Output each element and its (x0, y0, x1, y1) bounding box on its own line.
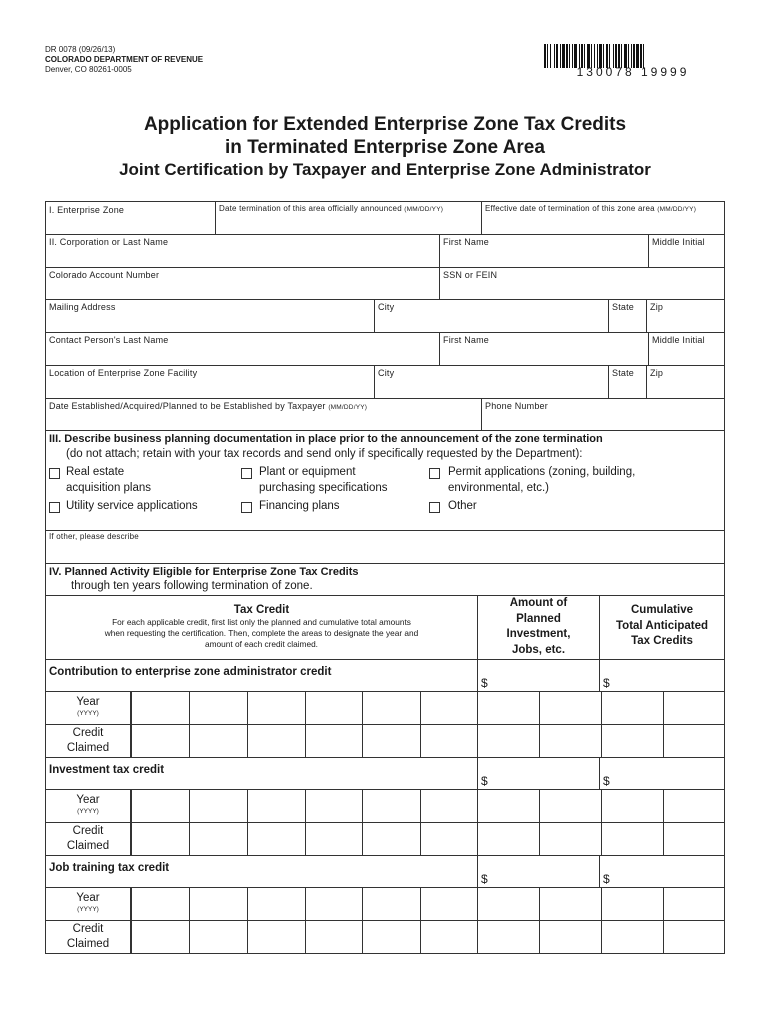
table-bottom-border (45, 953, 725, 954)
first-name-label: First Name (443, 237, 490, 247)
permit-applications-checkbox[interactable] (429, 468, 440, 479)
section-four-subheading: through ten years following termination of zone. (71, 580, 313, 592)
year-cell[interactable] (478, 692, 539, 724)
cumulative-credits-column-header: Cumulative Total Anticipated Tax Credits (616, 604, 708, 647)
year-cell[interactable] (664, 888, 724, 920)
dollar-sign: $ (603, 872, 610, 886)
year-cell[interactable] (190, 692, 247, 724)
year-cell[interactable] (190, 790, 247, 822)
year-cell[interactable] (540, 692, 601, 724)
year-cell[interactable] (421, 888, 477, 920)
credit-name: Investment tax credit (49, 764, 165, 776)
year-cell[interactable] (664, 692, 724, 724)
amount-planned-column-header: Amount of Planned Investment, Jobs, etc. (506, 597, 571, 656)
section-three-heading: III. Describe business planning documentation in place prior to the announcement of the zone termination (49, 433, 603, 445)
year-label (46, 695, 130, 718)
year-cell[interactable] (363, 692, 420, 724)
middle-initial-label: Middle Initial (652, 237, 705, 247)
credit-claimed-cell[interactable] (602, 725, 663, 757)
credit-claimed-cell[interactable] (248, 725, 305, 757)
zip-field[interactable] (647, 314, 724, 332)
dollar-sign: $ (603, 676, 610, 690)
plant-equipment-checkbox[interactable] (241, 468, 252, 479)
year-cell[interactable] (602, 888, 663, 920)
section-four-heading: IV. Planned Activity Eligible for Enterprise Zone Tax Credits (49, 566, 359, 578)
year-label-text: Year (76, 794, 100, 806)
year-cell[interactable] (540, 888, 601, 920)
ssn-fein-field[interactable] (440, 282, 724, 299)
credit-claimed-cell[interactable] (363, 921, 420, 953)
facility-location-field[interactable] (46, 380, 374, 398)
credit-claimed-cell[interactable] (421, 823, 477, 855)
credit-claimed-cell[interactable] (664, 921, 724, 953)
enterprise-zone-label: I. Enterprise Zone (49, 205, 125, 215)
credit-claimed-cell[interactable] (306, 921, 362, 953)
form-header (45, 45, 203, 75)
year-cell[interactable] (190, 888, 247, 920)
other-checkbox[interactable] (429, 502, 440, 513)
credit-claimed-cell[interactable] (602, 921, 663, 953)
date-termination-announced-label: Date termination of this area officially announced (MM/DD/YY) (219, 204, 444, 213)
permit-applications-label-line2: environmental, etc.) (448, 482, 549, 494)
year-label (46, 793, 130, 816)
year-cell[interactable] (132, 790, 189, 822)
dollar-sign: $ (481, 676, 488, 690)
year-cell[interactable] (132, 888, 189, 920)
credit-block-divider (45, 757, 725, 758)
corporation-name-field[interactable] (46, 249, 439, 267)
state-label: State (612, 302, 635, 312)
account-number-label: Colorado Account Number (49, 270, 160, 280)
year-cell[interactable] (306, 790, 362, 822)
credit-claimed-text: Claimed (66, 742, 110, 754)
year-label-text: Year (76, 892, 100, 904)
planned-amount-field[interactable] (490, 672, 598, 690)
contact-middle-initial-label: Middle Initial (652, 335, 705, 345)
column-divider (477, 659, 478, 691)
section-three-subheading: (do not attach; retain with your tax records and send only if specifically requested by the Department): (66, 448, 583, 460)
effective-date-field[interactable] (482, 216, 724, 234)
credit-claimed-text: Credit (72, 825, 104, 837)
credit-name: Job training tax credit (49, 862, 170, 874)
facility-zip-label: Zip (650, 368, 664, 378)
year-cell[interactable] (363, 888, 420, 920)
credit-claimed-text: Credit (72, 923, 104, 935)
middle-initial-field[interactable] (649, 249, 724, 267)
year-cell[interactable] (248, 790, 305, 822)
facility-state-label: State (612, 368, 635, 378)
tax-credit-column-header: Tax Credit (233, 604, 290, 616)
contact-last-name-field[interactable] (46, 347, 439, 365)
year-cell[interactable] (421, 692, 477, 724)
credit-claimed-cell[interactable] (190, 823, 247, 855)
credit-claimed-cell[interactable] (132, 725, 189, 757)
mailing-address-field[interactable] (46, 314, 374, 332)
real-estate-label-line2: acquisition plans (66, 482, 152, 494)
year-cell[interactable] (306, 692, 362, 724)
credit-claimed-cell[interactable] (421, 725, 477, 757)
dollar-sign: $ (481, 774, 488, 788)
effective-date-label: Effective date of termination of this zone area (MM/DD/YY) (485, 204, 697, 213)
year-cell[interactable] (306, 888, 362, 920)
credit-claimed-cell[interactable] (248, 921, 305, 953)
barcode-number: 130078 19999 (576, 65, 690, 79)
state-field[interactable] (609, 314, 646, 332)
department-address: Denver, CO 80261-0005 (45, 65, 132, 74)
year-label (46, 891, 130, 914)
credit-claimed-label (46, 726, 130, 756)
facility-location-label: Location of Enterprise Zone Facility (49, 368, 198, 378)
year-cell[interactable] (363, 790, 420, 822)
other-describe-field[interactable] (46, 543, 724, 562)
city-field[interactable] (375, 314, 608, 332)
year-cell[interactable] (421, 790, 477, 822)
page-title-line2: in Terminated Enterprise Zone Area (225, 137, 545, 158)
credit-claimed-cell[interactable] (478, 921, 539, 953)
financing-plans-label: Financing plans (259, 500, 340, 512)
contact-first-name-field[interactable] (440, 347, 648, 365)
year-format: (YYYY) (77, 710, 99, 717)
credit-block-divider (45, 855, 725, 856)
corporation-name-label: II. Corporation or Last Name (49, 237, 169, 247)
first-name-field[interactable] (440, 249, 648, 267)
cumulative-credit-field[interactable] (612, 770, 723, 788)
credit-claimed-text: Claimed (66, 938, 110, 950)
facility-zip-field[interactable] (647, 380, 724, 398)
year-format: (YYYY) (77, 808, 99, 815)
facility-city-field[interactable] (375, 380, 608, 398)
credit-claimed-text: Claimed (66, 840, 110, 852)
plant-equipment-label-line2: purchasing specifications (259, 482, 388, 494)
page-subtitle: Joint Certification by Taxpayer and Enterprise Zone Administrator (119, 160, 651, 179)
tax-credit-column-description: For each applicable credit, first list only the planned and cumulative total amounts when requesting the certification. Then, complete the areas to designate the year and amount of each credit claimed. (104, 617, 419, 649)
year-cell[interactable] (602, 692, 663, 724)
department-name: COLORADO DEPARTMENT OF REVENUE (45, 55, 204, 64)
year-cell[interactable] (540, 790, 601, 822)
year-cell[interactable] (602, 790, 663, 822)
contact-first-name-label: First Name (443, 335, 490, 345)
planned-amount-field[interactable] (490, 868, 598, 886)
year-cell[interactable] (248, 692, 305, 724)
credit-claimed-label (46, 922, 130, 952)
credit-claimed-cell[interactable] (190, 725, 247, 757)
utility-service-label: Utility service applications (66, 500, 198, 512)
year-cell[interactable] (478, 888, 539, 920)
ssn-fein-label: SSN or FEIN (443, 270, 498, 280)
credit-claimed-cell[interactable] (248, 823, 305, 855)
cumulative-credit-field[interactable] (612, 868, 723, 886)
credit-claimed-cell[interactable] (540, 725, 601, 757)
phone-number-label: Phone Number (485, 401, 548, 411)
column-divider (477, 757, 478, 789)
credit-claimed-cell[interactable] (478, 725, 539, 757)
credit-claimed-cell[interactable] (190, 921, 247, 953)
credit-name: Contribution to enterprise zone administrator credit (49, 666, 332, 678)
year-label-text: Year (76, 696, 100, 708)
real-estate-checkbox[interactable] (49, 468, 60, 479)
phone-number-field[interactable] (482, 413, 724, 430)
credit-claimed-text: Credit (72, 727, 104, 739)
credit-claimed-cell[interactable] (478, 823, 539, 855)
city-label: City (378, 302, 395, 312)
real-estate-label: Real estate (66, 466, 125, 478)
credit-claimed-cell[interactable] (421, 921, 477, 953)
financing-plans-checkbox[interactable] (241, 502, 252, 513)
enterprise-zone-field[interactable] (46, 216, 215, 234)
dollar-sign: $ (603, 774, 610, 788)
credit-claimed-cell[interactable] (664, 725, 724, 757)
date-established-label: Date Established/Acquired/Planned to be Established by Taxpayer (MM/DD/YY) (49, 401, 368, 411)
year-format: (YYYY) (77, 906, 99, 913)
credit-claimed-cell[interactable] (363, 725, 420, 757)
column-divider (599, 757, 600, 789)
credit-claimed-cell[interactable] (132, 823, 189, 855)
dollar-sign: $ (481, 872, 488, 886)
page-title: Application for Extended Enterprise Zone Tax Credits (143, 114, 627, 135)
other-label: Other (448, 500, 477, 512)
year-cell[interactable] (248, 888, 305, 920)
credit-claimed-cell[interactable] (132, 921, 189, 953)
other-describe-label: If other, please describe (49, 532, 139, 541)
credit-claimed-cell[interactable] (540, 921, 601, 953)
account-number-field[interactable] (46, 282, 439, 299)
credit-claimed-cell[interactable] (602, 823, 663, 855)
facility-city-label: City (378, 368, 395, 378)
date-established-field[interactable] (46, 413, 481, 430)
planned-amount-field[interactable] (490, 770, 598, 788)
plant-equipment-label: Plant or equipment (259, 466, 356, 478)
contact-last-name-label: Contact Person's Last Name (49, 335, 169, 345)
permit-applications-label: Permit applications (zoning, building, (448, 466, 636, 478)
cumulative-credit-field[interactable] (612, 672, 723, 690)
mailing-address-label: Mailing Address (49, 302, 116, 312)
credit-claimed-cell[interactable] (540, 823, 601, 855)
credit-claimed-label (46, 824, 130, 854)
credit-claimed-cell[interactable] (664, 823, 724, 855)
announced-date-field[interactable] (216, 216, 481, 234)
form-id: DR 0078 (09/26/13) (45, 45, 116, 54)
credit-claimed-cell[interactable] (306, 725, 362, 757)
year-cell[interactable] (478, 790, 539, 822)
credit-block-divider (45, 659, 725, 660)
credit-claimed-cell[interactable] (363, 823, 420, 855)
zip-label: Zip (650, 302, 664, 312)
year-cell[interactable] (132, 692, 189, 724)
column-divider (477, 855, 478, 887)
column-divider (599, 659, 600, 691)
year-cell[interactable] (664, 790, 724, 822)
column-divider (599, 855, 600, 887)
contact-middle-initial-field[interactable] (649, 347, 724, 365)
utility-service-checkbox[interactable] (49, 502, 60, 513)
credit-claimed-cell[interactable] (306, 823, 362, 855)
facility-state-field[interactable] (609, 380, 646, 398)
